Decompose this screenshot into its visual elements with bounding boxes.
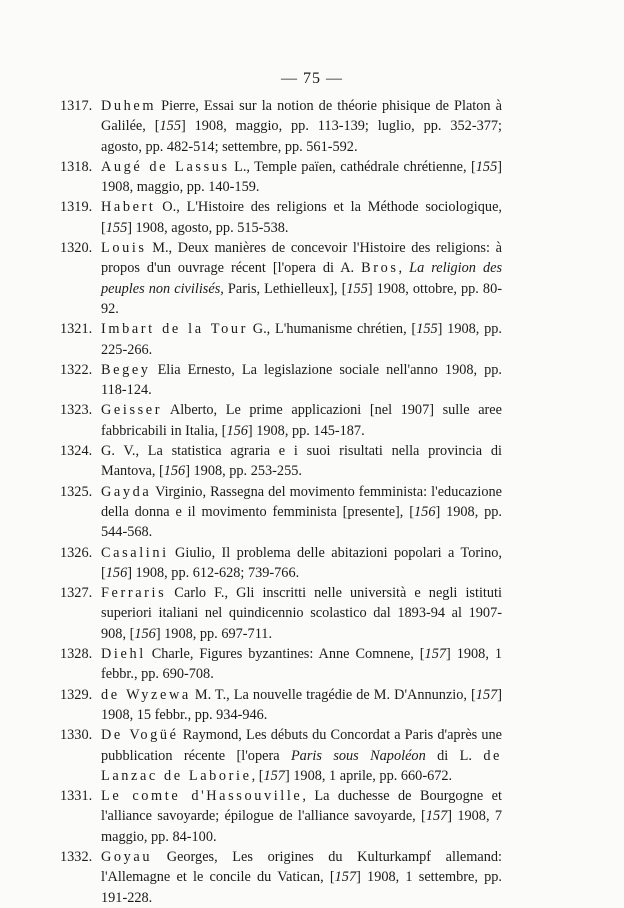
entry-number: 1329. bbox=[60, 686, 93, 703]
entry-author: Casalini bbox=[101, 544, 169, 561]
volume-ref: 156 bbox=[414, 503, 436, 520]
entry-number: 1330. bbox=[60, 727, 93, 744]
list-item: 1332. Goyau Georges, Les origines du Kulturkampf allemand: l'Allemagne et le concile du Vatican, [157] 1908, 1 settembre, pp. 191-228. bbox=[60, 848, 502, 906]
list-item: 1322. Begey Elia Ernesto, La legislazione sociale nell'anno 1908, pp. 118-124. bbox=[60, 361, 502, 399]
cited-author: Bros bbox=[361, 260, 399, 277]
cited-title: Paris sous Napoléon bbox=[290, 747, 426, 764]
volume-ref: 155 bbox=[475, 158, 498, 175]
list-item: 1319. Habert O., L'Histoire des religions et la Méthode sociologique, [155] 1908, agosto, pp. 515-538. bbox=[60, 199, 502, 236]
list-item: 1328. Diehl Charle, Figures byzantines: Anne Comnene, [157] 1908, 1 febbr., pp. 690-708. bbox=[60, 646, 503, 683]
entry-number: 1319. bbox=[60, 199, 93, 216]
volume-ref: 155 bbox=[159, 118, 181, 135]
entry-author: Begey bbox=[101, 361, 151, 378]
entry-number: 1318. bbox=[60, 158, 93, 175]
entry-author: Diehl bbox=[101, 646, 146, 663]
entry-number: 1320. bbox=[60, 240, 93, 257]
list-item: 1320. Louis M., Deux manières de concevoir l'Histoire des religions: à propos d'un ouvrage récent [l'opera di A. Bros, La religion des peuples non civilisés, Paris, Lethielleux], [155] 1908, ottobre, pp. 80-92. bbox=[60, 240, 503, 317]
entry-author: Imbart de la Tour bbox=[101, 321, 248, 338]
entry-number: 1325. bbox=[60, 483, 93, 500]
volume-ref: 156 bbox=[226, 422, 248, 439]
entry-number: 1321. bbox=[60, 321, 93, 338]
volume-ref: 155 bbox=[105, 219, 128, 236]
list-item: 1321. Imbart de la Tour G., L'humanisme chrétien, [155] 1908, pp. 225-266. bbox=[60, 321, 502, 358]
volume-ref: 157 bbox=[425, 808, 448, 825]
entry-author: G. V. bbox=[101, 443, 136, 460]
entry-number: 1332. bbox=[60, 848, 93, 865]
list-item: 1324. G. V., La statistica agraria e i suoi risultati nella provincia di Mantova, [156] 1908, pp. 253-255. bbox=[60, 443, 502, 480]
entry-author: Geisser bbox=[101, 402, 163, 419]
entry-number: 1326. bbox=[60, 544, 93, 561]
page-number: — 75 — bbox=[281, 70, 343, 87]
entry-number: 1331. bbox=[60, 788, 93, 805]
list-item: 1318. Augé de Lassus L., Temple païen, cathédrale chrétienne, [155] 1908, maggio, pp. 140-159. bbox=[60, 158, 502, 196]
entry-number: 1323. bbox=[60, 402, 93, 419]
volume-ref: 156 bbox=[134, 625, 156, 642]
entry-author: Habert bbox=[101, 199, 156, 216]
volume-ref: 156 bbox=[163, 463, 186, 480]
volume-ref: 157 bbox=[424, 646, 446, 663]
volume-ref: 157 bbox=[475, 686, 498, 703]
list-item: 1317. Duhem Pierre, Essai sur la notion de théorie phisique de Platon à Galilée, [155] 1908, maggio, pp. 113-139; luglio, pp. 352-377; agosto, pp. 482-514; settembre, pp. 561-592. bbox=[60, 98, 502, 155]
list-item: 1331. Le comte d'Hassouville, La duchesse de Bourgogne et l'alliance savoyarde; épilogue de l'alliance savoyarde, [157] 1908, 7 maggio, pp. 84-100. bbox=[60, 788, 502, 845]
volume-ref: 157 bbox=[263, 767, 285, 784]
volume-ref: 155 bbox=[346, 280, 368, 297]
entry-author: Le comte d'Hassouville bbox=[101, 788, 303, 805]
entry-number: 1324. bbox=[60, 443, 93, 460]
entry-number: 1327. bbox=[60, 585, 93, 602]
entry-author: de Wyzewa bbox=[101, 686, 191, 703]
list-item: 1330. De Vogüé Raymond, Les débuts du Concordat a Paris d'après une pubblication récente [l'opera Paris sous Napoléon di L. de Lanzac de Laborie, [157] 1908, 1 aprile, pp. 660-672. bbox=[60, 727, 503, 784]
volume-ref: 156 bbox=[105, 564, 128, 581]
bibliography-list bbox=[60, 96, 502, 908]
entry-number: 1317. bbox=[60, 98, 93, 114]
entry-author: Augé de Lassus bbox=[101, 158, 230, 175]
entry-author: Duhem bbox=[101, 98, 157, 114]
entry-number: 1322. bbox=[60, 361, 93, 378]
list-item: 1323. Geisser Alberto, Le prime applicazioni [nel 1907] sulle aree fabbricabili in Italia, [156] 1908, pp. 145-187. bbox=[60, 402, 502, 439]
entry-author: Ferraris bbox=[101, 585, 167, 602]
entry-number: 1328. bbox=[60, 646, 93, 663]
cited-author: de Lanzac de Laborie bbox=[101, 747, 503, 784]
volume-ref: 155 bbox=[416, 321, 438, 338]
entry-author: Goyau bbox=[101, 848, 153, 865]
list-item: 1325. Gayda Virginio, Rassegna del movimento femminista: l'educazione della donna e il movimento femminista [presente], [156] 1908, pp. 544-568. bbox=[60, 483, 503, 541]
entry-author: Louis bbox=[101, 240, 147, 257]
entry-author: Gayda bbox=[101, 483, 152, 500]
list-item: 1327. Ferraris Carlo F., Gli inscritti nelle università e negli istituti superiori italiani nel quindicennio scolastico dal 1893-94 al 1907-908, [156] 1908, pp. 697-711. bbox=[60, 585, 502, 642]
volume-ref: 157 bbox=[334, 869, 357, 886]
list-item: 1326. Casalini Giulio, Il problema delle abitazioni popolari a Torino, [156] 1908, pp. 612-628; 739-766. bbox=[60, 544, 502, 581]
entry-author: De Vogüé bbox=[101, 727, 179, 744]
list-item: 1329. de Wyzewa M. T., La nouvelle tragédie de M. D'Annunzio, [157] 1908, 15 febbr., pp. 934-946. bbox=[60, 686, 503, 723]
cited-title: La religion des peuples non civilisés bbox=[101, 260, 503, 297]
